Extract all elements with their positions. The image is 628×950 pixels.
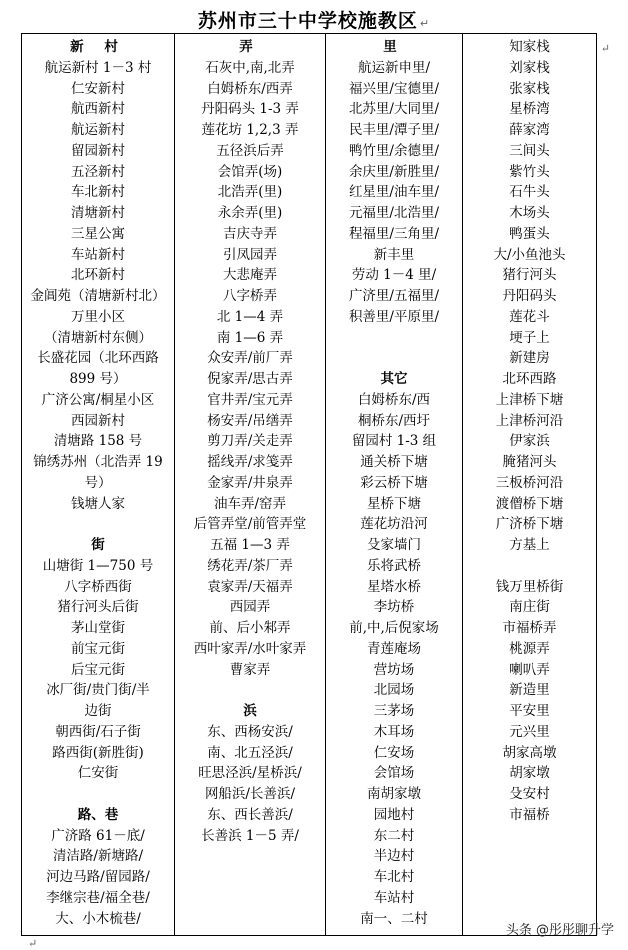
list-item: 市福桥 [509, 806, 550, 823]
column-lines [175, 37, 325, 846]
list-item: 平安里 [509, 703, 550, 719]
list-item: 官井弄/宝元弄 [207, 391, 293, 408]
watermark: 头条 @彤彤聊升学 [505, 923, 614, 938]
list-item: 仁安场 [373, 744, 415, 761]
list-item: 茅山堂街 [71, 620, 125, 636]
list-item: 杨安弄/吊缮弄 [207, 412, 293, 429]
list-item: 南、北五泾浜/ [207, 744, 293, 761]
list-item: 余庆里/新胜里/ [348, 163, 440, 180]
list-item: 边街 [84, 703, 112, 719]
list-item: 航西新村 [71, 101, 125, 118]
list-item: 西园弄 [229, 599, 271, 616]
list-item: 留园村 1-3 组 [351, 433, 437, 450]
list-item: 新建房 [509, 350, 550, 367]
list-item: 永余弄(里) [217, 205, 283, 221]
list-item: 南 1—6 弄 [216, 329, 284, 346]
list-item [22, 784, 174, 805]
list-item: 石牛头 [509, 184, 550, 201]
list-item: 东二村 [373, 827, 415, 844]
end-mark-icon: ↵ [600, 42, 610, 55]
list-item: 北浩弄(里) [217, 184, 283, 201]
list-item: 元福里/北浩里/ [348, 205, 440, 221]
list-item: 899 号） [69, 371, 127, 387]
list-item: 车站新村 [71, 246, 125, 263]
list-item: 大/小鱼池头 [493, 246, 566, 263]
list-item: 旺思泾浜/星桥浜/ [198, 765, 302, 782]
list-item: 张家栈 [509, 80, 550, 97]
list-item: 航运新村 1－3 村 [44, 59, 152, 76]
list-item: 东、西长善浜/ [207, 806, 293, 823]
list-item: 营坊场 [373, 661, 415, 678]
list-item: 喇叭弄 [509, 661, 550, 678]
list-item: 金家弄/井泉弄 [207, 474, 293, 491]
district-table [21, 33, 610, 936]
list-item: 网船浜/长善浜/ [204, 786, 296, 802]
section-heading: 浜 [243, 703, 257, 719]
list-item: 上津桥下塘 [495, 391, 564, 408]
list-item: 剪刀弄/关走弄 [207, 433, 293, 450]
list-item: 车站村 [373, 889, 415, 906]
list-item: 星桥湾 [509, 101, 550, 118]
list-item: 仁安新村 [71, 80, 125, 97]
list-item: 红星里/油车里/ [348, 184, 440, 201]
list-item: 广济路 61－底/ [51, 827, 145, 844]
list-item: 西叶家弄/水叶家弄 [193, 640, 307, 657]
list-item: 朝西街/石子街 [55, 723, 141, 740]
list-item: 莲花坊沿河 [360, 516, 428, 533]
list-item: 摇线弄/求笺弄 [207, 454, 293, 470]
section-heading: 新 村 [70, 39, 126, 55]
list-item: 腌猪河头 [502, 454, 557, 470]
list-item: 号） [84, 474, 112, 491]
list-item: 前宝元街 [71, 640, 125, 657]
list-item: 长善浜 1－5 弄/ [201, 827, 299, 844]
list-item: 金阊苑（清塘新村北） [30, 288, 166, 304]
list-item: 绣花弄/茶厂弄 [207, 557, 293, 574]
column-lines [22, 37, 174, 929]
list-item: 木耳场 [373, 723, 415, 740]
list-item: 三板桥河沿 [495, 474, 564, 491]
section-heading: 街 [91, 537, 105, 553]
list-item: 前,中,后倪家场 [349, 620, 439, 636]
column-li [326, 34, 463, 935]
list-item: 南胡家墩 [367, 786, 421, 802]
list-item: 桃源弄 [509, 640, 550, 657]
list-item: 通关桥下塘 [360, 454, 428, 470]
list-item: 大悲庵弄 [223, 267, 277, 284]
list-item: 三茅场 [373, 703, 415, 719]
list-item: 市福桥弄 [502, 620, 557, 636]
list-item: 北环新村 [71, 267, 125, 284]
list-item: 南庄街 [509, 599, 550, 616]
list-item: 众安弄/前厂弄 [207, 350, 293, 367]
column-lines [463, 37, 596, 826]
list-item: 上津桥河沿 [495, 412, 564, 429]
list-item: 后宝元街 [71, 661, 125, 678]
section-heading: 弄 [239, 39, 261, 55]
list-item: 丹阳码头 1-3 弄 [201, 101, 299, 118]
column-xincun [22, 34, 175, 935]
list-item: 星桥下塘 [367, 495, 421, 512]
list-item: 清塘新村 [71, 205, 125, 221]
list-item: 白姆桥东/西 [357, 391, 431, 408]
list-item: 仁安街 [77, 765, 119, 782]
list-item: 莲花坊 1,2,3 弄 [201, 122, 299, 138]
list-item: 冰厂街/贵门街/半 [46, 682, 150, 699]
list-item: 新造里 [509, 682, 550, 699]
list-item: 北环西路 [502, 371, 557, 387]
list-item: 猪行河头 [502, 267, 557, 284]
list-item: 锦绣苏州（北浩弄 19 [33, 454, 163, 470]
list-item: 曹家弄 [229, 661, 271, 678]
list-item: 钱塘人家 [71, 495, 125, 512]
list-item: 路西街(新胜街) [52, 744, 144, 761]
list-item: 胡家墩 [509, 765, 550, 782]
list-item: 丹阳码头 [502, 288, 557, 304]
list-item: 河边马路/留园路/ [46, 869, 150, 885]
list-item: 广济桥下塘 [495, 516, 564, 533]
list-item: 埂子上 [509, 329, 550, 346]
list-item: 渡僧桥下塘 [495, 495, 564, 512]
list-item: 五泾新村 [71, 163, 125, 180]
list-item: 李坊桥 [373, 599, 415, 616]
list-item: 会馆弄(场) [217, 163, 283, 180]
list-item: 钱万里桥街 [495, 578, 564, 595]
list-item: 会馆场 [373, 765, 415, 782]
list-item [326, 348, 462, 369]
column-nong [175, 34, 326, 935]
list-item: 桐桥东/西圩 [357, 412, 431, 429]
list-item: 万里小区 [71, 308, 125, 325]
list-item: 劳动 1－4 里/ [351, 267, 437, 284]
footer-mark-icon: ↵ [28, 937, 38, 950]
list-item: 李继宗巷/福全巷/ [46, 889, 150, 906]
list-item: 方基上 [509, 537, 550, 553]
list-item: 紫竹头 [509, 163, 550, 180]
list-item: 清洁路/新塘路/ [52, 848, 144, 865]
list-item: 航运新村 [71, 122, 125, 138]
column-lines [326, 37, 462, 929]
list-item: 车北新村 [71, 184, 125, 201]
list-item: 知家栈 [509, 39, 550, 55]
list-item: 广济里/五福里/ [348, 288, 440, 304]
list-item: 清塘路 158 号 [53, 433, 143, 450]
title-text: 苏州市三十中学校施教区 [197, 10, 418, 32]
list-item: 胡家高墩 [502, 744, 557, 761]
list-item: 元兴里 [509, 723, 550, 740]
list-item: 广济公寓/桐星小区 [41, 391, 155, 408]
list-item: 长盛花园（北环西路 [37, 350, 159, 367]
list-item: 北 1—4 弄 [216, 308, 284, 325]
list-item: 五福 1—3 弄 [210, 537, 290, 553]
list-item: 木场头 [509, 205, 550, 221]
page-title [0, 6, 628, 33]
list-item: 鸭蛋头 [509, 225, 550, 242]
list-item [22, 514, 174, 535]
list-item: 山塘街 1—750 号 [42, 557, 154, 574]
list-item: 积善里/平原里/ [348, 308, 440, 325]
list-item: 吉庆寺弄 [223, 225, 277, 242]
list-item: 前、后小邾弄 [209, 620, 291, 636]
list-item: 石灰中,南,北弄 [205, 59, 295, 76]
section-heading: 路、巷 [77, 806, 119, 823]
list-item: 伊家浜 [509, 433, 550, 450]
list-item: 莲花斗 [509, 308, 550, 325]
list-item: 五径浜后弄 [216, 142, 284, 159]
list-item: 薛家湾 [509, 122, 550, 138]
list-item: 殳家墙门 [367, 537, 421, 553]
list-item [463, 556, 596, 577]
list-item: 倪家弄/思古弄 [207, 371, 293, 387]
list-item: 八字桥西街 [64, 578, 132, 595]
list-item: 车北村 [373, 869, 415, 885]
list-item: 后管弄堂/前管弄堂 [193, 516, 307, 533]
list-item: 程福里/三角里/ [348, 225, 440, 242]
section-heading: 里 [383, 39, 405, 55]
column-other [463, 34, 610, 935]
list-item: 乐将武桥 [367, 557, 421, 574]
list-item: 青莲庵场 [367, 640, 421, 657]
list-item: 大、小木梳巷/ [55, 910, 141, 927]
list-item: 白姆桥东/西弄 [207, 80, 293, 97]
list-item: 鸭竹里/余德里/ [348, 142, 440, 159]
list-item: 引凤园弄 [223, 246, 277, 263]
list-item: 油车弄/窑弄 [213, 495, 287, 512]
list-item: 猪行河头后街 [57, 599, 139, 616]
list-item [175, 680, 325, 701]
list-item: 北园场 [373, 682, 415, 699]
list-item: 东、西杨安浜/ [207, 723, 293, 740]
list-item: （清塘新村东侧） [44, 329, 152, 346]
list-item: 留园新村 [71, 142, 125, 159]
list-item: 星塔水桥 [367, 578, 421, 595]
list-item: 袁家弄/天福弄 [207, 578, 293, 595]
section-heading: 其它 [380, 371, 408, 387]
paragraph-mark-icon: ↵ [419, 17, 431, 30]
list-item: 彩云桥下塘 [360, 474, 428, 491]
list-item: 民丰里/潭子里/ [348, 122, 440, 138]
list-item: 刘家栈 [509, 59, 550, 76]
list-item: 三星公寓 [71, 225, 125, 242]
list-item: 三间头 [509, 142, 550, 159]
list-item: 南一、二村 [360, 910, 428, 927]
list-item: 八字桥弄 [223, 288, 277, 304]
list-item: 新丰里 [373, 246, 415, 263]
list-item: 西园新村 [71, 412, 125, 429]
list-item: 半边村 [373, 848, 415, 865]
list-item: 殳安村 [509, 786, 550, 802]
list-item: 园地村 [373, 806, 415, 823]
list-item: 航运新申里/ [357, 59, 431, 76]
list-item: 福兴里/宝德里/ [348, 80, 440, 97]
list-item [326, 328, 462, 349]
list-item: 北苏里/大同里/ [348, 101, 440, 118]
